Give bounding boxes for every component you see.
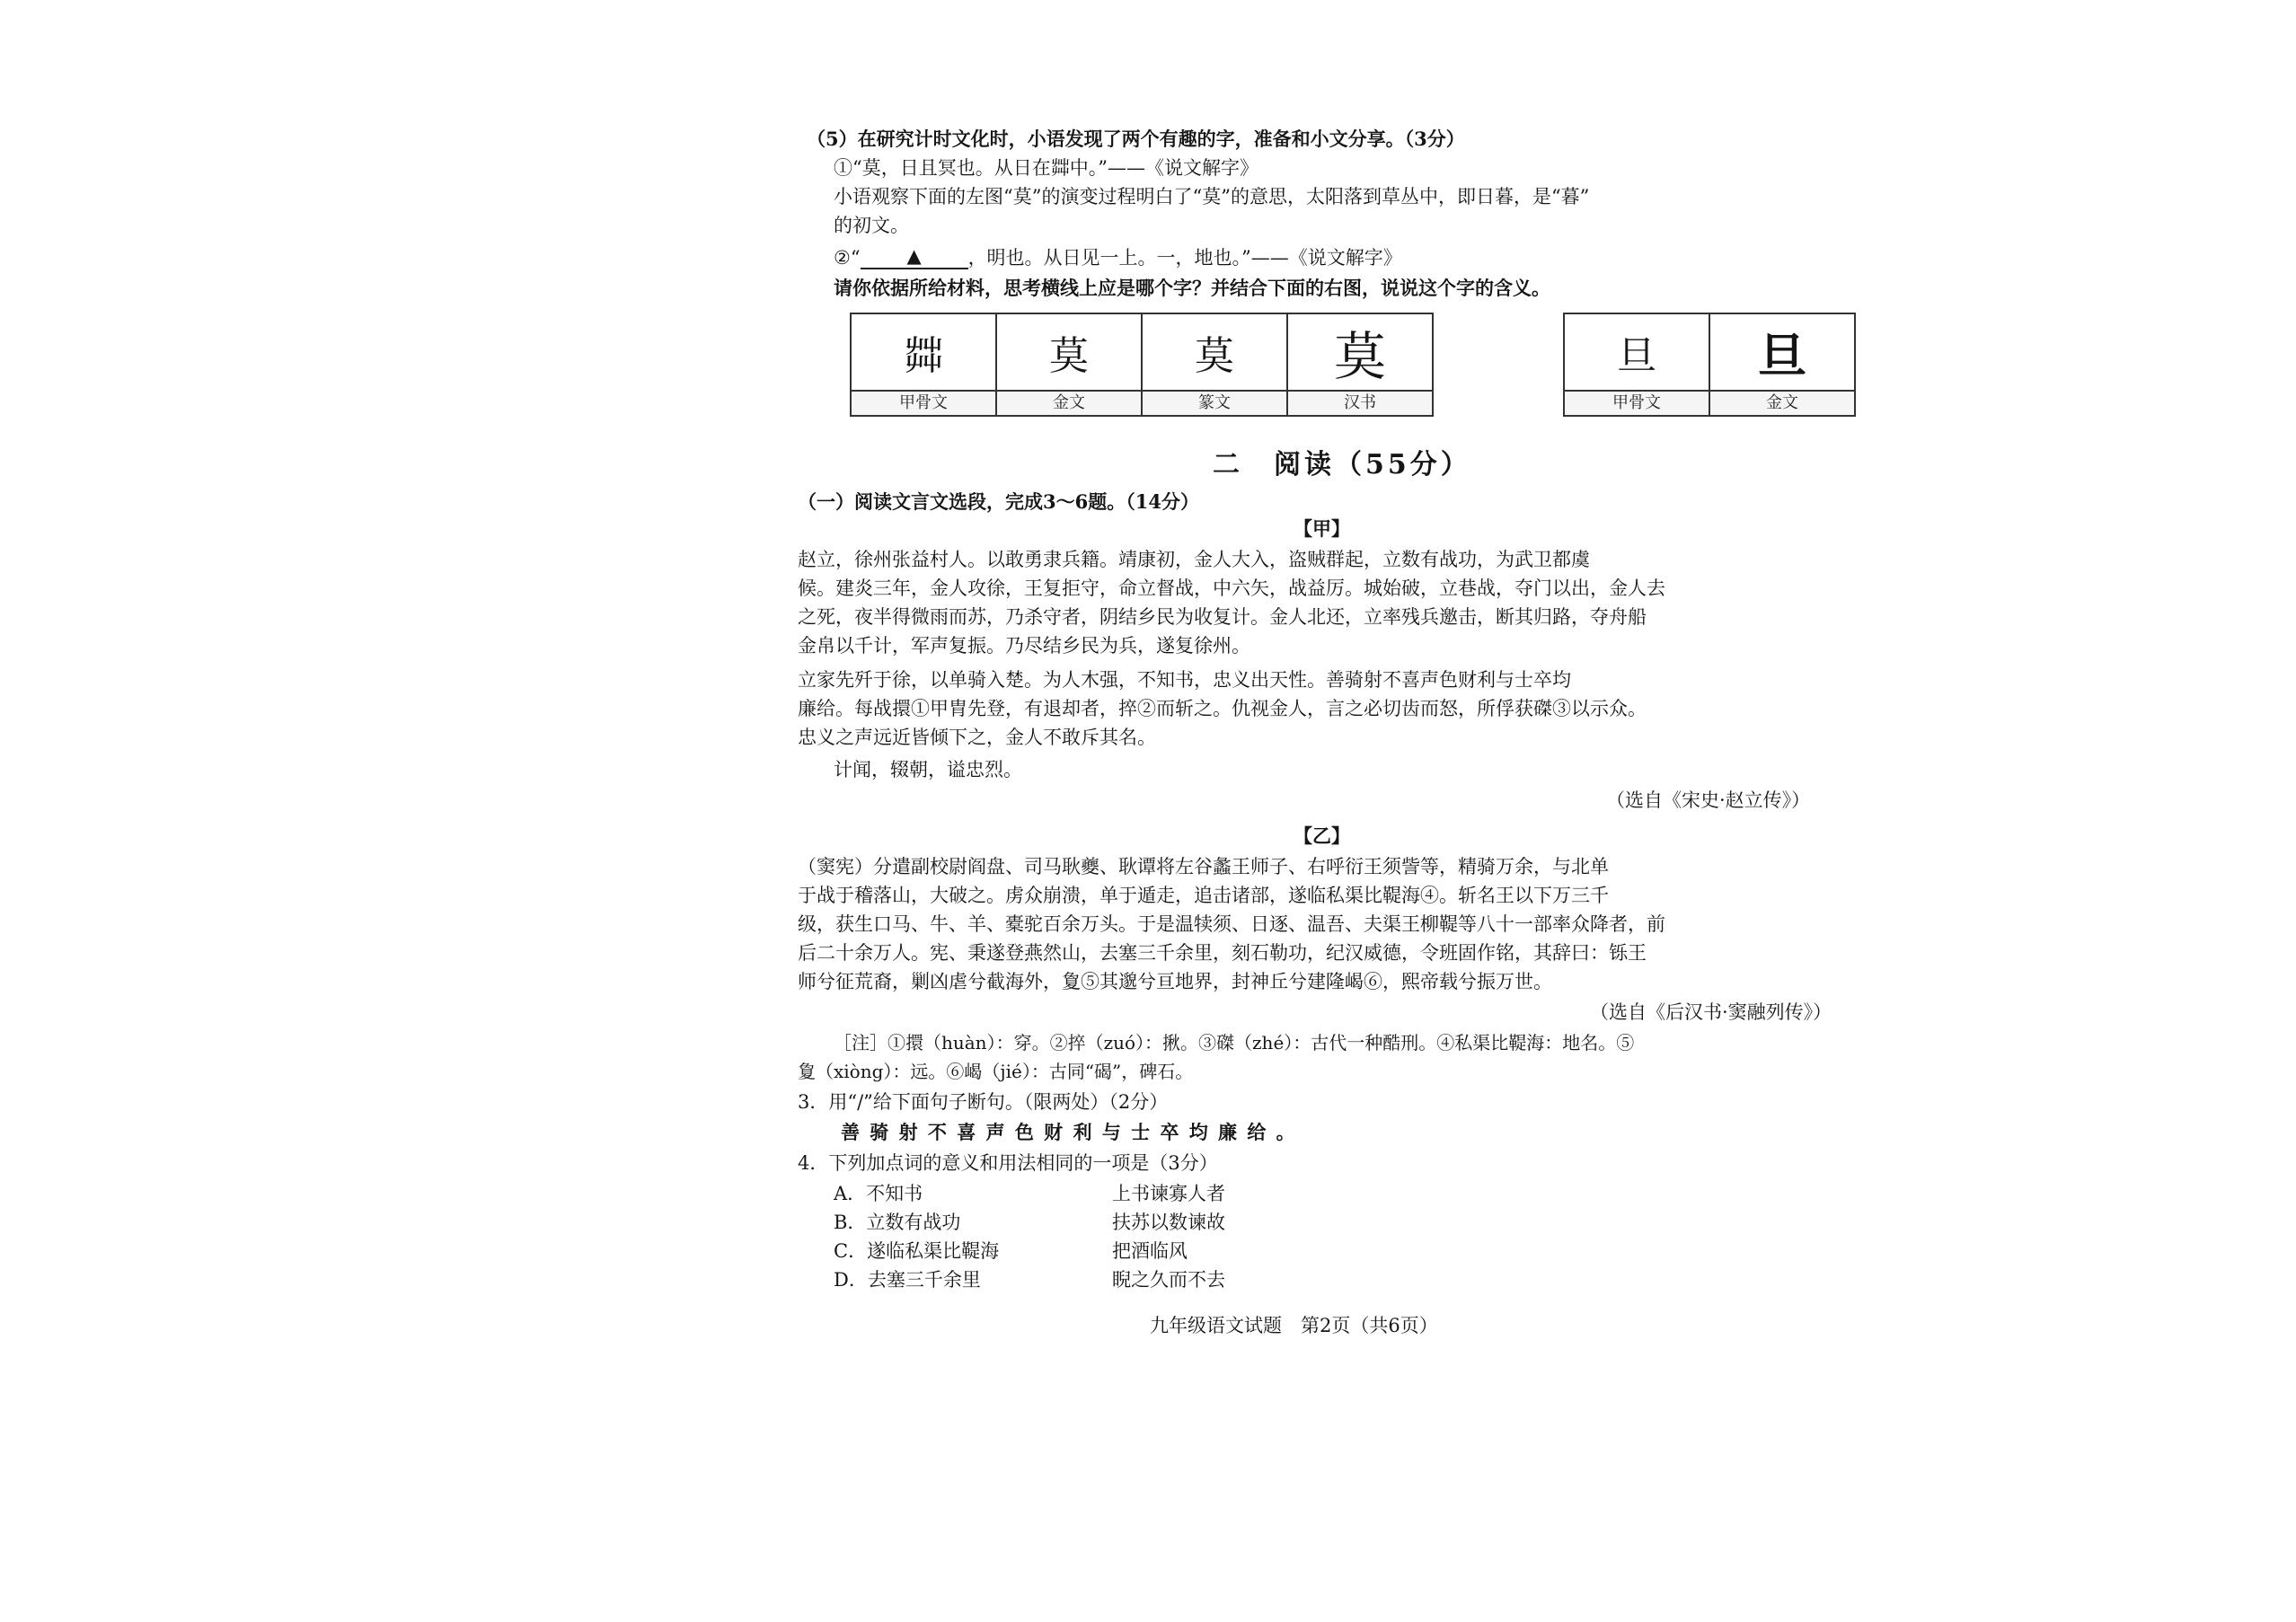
- glyph-symbol: 莫: [1049, 333, 1089, 379]
- glyph-symbol: 茻: [904, 333, 943, 379]
- mo-glyph-evolution-table: [850, 313, 1434, 417]
- yi-line: 师兮征荒裔，剿凶虐兮截海外，夐⑤其邈兮亘地界，封神丘兮建隆嵑⑥，熙帝载兮振万世。: [798, 971, 1552, 992]
- q4-option-c[interactable]: [834, 1239, 1552, 1263]
- option-right: 睨之久而不去: [1112, 1269, 1225, 1291]
- glyph-cell: [1142, 313, 1287, 416]
- jia-source: （选自《宋史·赵立传》）: [1606, 789, 1811, 811]
- dan-glyph-table: [1563, 313, 1856, 417]
- q4-option-b[interactable]: [834, 1211, 1552, 1234]
- notes-line: ［注］①擐（huàn）：穿。②捽（zuó）：揪。③磔（zhé）：古代一种酷刑。④私渠比鞮海：地名。⑤: [834, 1032, 1635, 1053]
- jia-line: 忠义之声远近皆倾下之，金人不敢斥其名。: [798, 727, 1156, 748]
- yi-line: （窦宪）分遣副校尉阎盘、司马耿夔、耿谭将左谷蠡王师子、右呼衍王须訾等，精骑万余，与北单: [798, 856, 1609, 877]
- q5-title: （5）在研究计时文化时，小语发现了两个有趣的字，准备和小文分享。（3分）: [807, 128, 1465, 150]
- q5-item2: [834, 246, 1402, 271]
- jia-line: 赵立，徐州张益村人。以敢勇隶兵籍。靖康初，金人大入，盗贼群起，立数有战功，为武卫都虞: [798, 549, 1590, 570]
- reading-part-title: （一）阅读文言文选段，完成3～6题。（14分）: [798, 490, 1199, 513]
- glyph-label: 金文: [997, 390, 1141, 415]
- glyph-label: 篆文: [1143, 390, 1286, 415]
- glyph-cell: [996, 313, 1142, 416]
- q5-instruction: 请你依据所给材料，思考横线上应是哪个字？并结合下面的右图，说说这个字的含义。: [834, 277, 1550, 299]
- glyph-symbol: 旦: [1758, 326, 1806, 384]
- jia-line: 计闻，辍朝，谥忠烈。: [834, 759, 1022, 780]
- glyph-label: 金文: [1710, 390, 1854, 415]
- glyph-label: 汉书: [1288, 390, 1432, 415]
- glyph-cell: [1709, 313, 1855, 416]
- yi-source: （选自《后汉书·窦融列传》）: [1590, 1001, 1832, 1023]
- option-left: D．去塞三千余里: [834, 1269, 981, 1291]
- q5-item1-note: 小语观察下面的左图“莫”的演变过程明白了“莫”的意思，太阳落到草丛中，即日暮，是“暮”: [834, 186, 1590, 207]
- option-right: 把酒临风: [1112, 1240, 1188, 1262]
- q5-answer-blank[interactable]: ▲: [861, 244, 968, 269]
- option-right: 扶苏以数谏故: [1112, 1212, 1225, 1233]
- glyph-label: 甲骨文: [852, 390, 995, 415]
- glyph-symbol: 旦: [1617, 333, 1656, 379]
- jia-line: 之死，夜半得微雨而苏，乃杀守者，阴结乡民为收复计。金人北还，立率残兵邀击，断其归路，夺舟船: [798, 606, 1647, 628]
- q5-item1: ①“莫，日且冥也。从日在茻中。”——《说文解字》: [834, 157, 1258, 179]
- jia-line: 立家先歼于徐，以单骑入楚。为人木强，不知书，忠义出天性。善骑射不喜声色财利与士卒均: [798, 669, 1571, 691]
- option-right: 上书谏寡人者: [1112, 1183, 1225, 1204]
- jia-line: 廉给。每战擐①甲胄先登，有退却者，捽②而斩之。仇视金人，言之必切齿而怒，所俘获磔③以示众。: [798, 698, 1647, 719]
- yi-line: 级，获生口马、牛、羊、橐驼百余万头。于是温犊须、日逐、温吾、夫渠王柳鞮等八十一部率众降者，前: [798, 913, 1665, 935]
- glyph-symbol: 莫: [1333, 326, 1386, 387]
- passage-yi-title: 【乙】: [1294, 824, 1350, 847]
- yi-line: 后二十余万人。宪、秉遂登燕然山，去塞三千余里，刻石勒功，纪汉威德，令班固作铭，其辞曰：铄王: [798, 942, 1647, 964]
- passage-jia-title: 【甲】: [1294, 517, 1350, 540]
- q4-option-a[interactable]: [834, 1182, 1552, 1205]
- section-title: 二 阅读（55分）: [1213, 449, 1471, 480]
- option-left: C．遂临私渠比鞮海: [834, 1240, 1000, 1262]
- q5-item2-prefix: ②“: [834, 247, 861, 269]
- q4-option-d[interactable]: [834, 1268, 1552, 1291]
- glyph-label: 甲骨文: [1565, 390, 1709, 415]
- q4-title: 4．下列加点词的意义和用法相同的一项是（3分）: [798, 1152, 1218, 1174]
- q3-sentence[interactable]: 善 骑 射 不 喜 声 色 财 利 与 士 卒 均 廉 给 。: [841, 1121, 1297, 1143]
- glyph-cell: [1564, 313, 1709, 416]
- jia-line: 金帛以千计，军声复振。乃尽结乡民为兵，遂复徐州。: [798, 635, 1250, 657]
- page-footer: 九年级语文试题 第2页（共6页）: [1150, 1315, 1438, 1336]
- option-left: B．立数有战功: [834, 1212, 961, 1233]
- glyph-symbol: 莫: [1195, 333, 1234, 379]
- option-left: A．不知书: [834, 1183, 923, 1204]
- yi-line: 于战于稽落山，大破之。虏众崩溃，单于遁走，追击诸部，遂临私渠比鞮海④。斩名王以下万三千: [798, 885, 1609, 906]
- q5-item1-note-cont: 的初文。: [834, 215, 909, 236]
- exam-page: [790, 117, 1895, 1356]
- glyph-cell: [1287, 313, 1433, 416]
- jia-line: 候。建炎三年，金人攻徐，王复拒守，命立督战，中六矢，战益厉。城始破，立巷战，夺门以出，金人去: [798, 577, 1665, 599]
- glyph-cell: [851, 313, 996, 416]
- q5-item2-suffix: ，明也。从日见一上。一，地也。”——《说文解字》: [967, 247, 1402, 269]
- q3-title: 3．用“/”给下面句子断句。（限两处）（2分）: [798, 1091, 1169, 1113]
- notes-line: 夐（xiòng）：远。⑥嵑（jié）：古同“碣”，碑石。: [798, 1061, 1194, 1082]
